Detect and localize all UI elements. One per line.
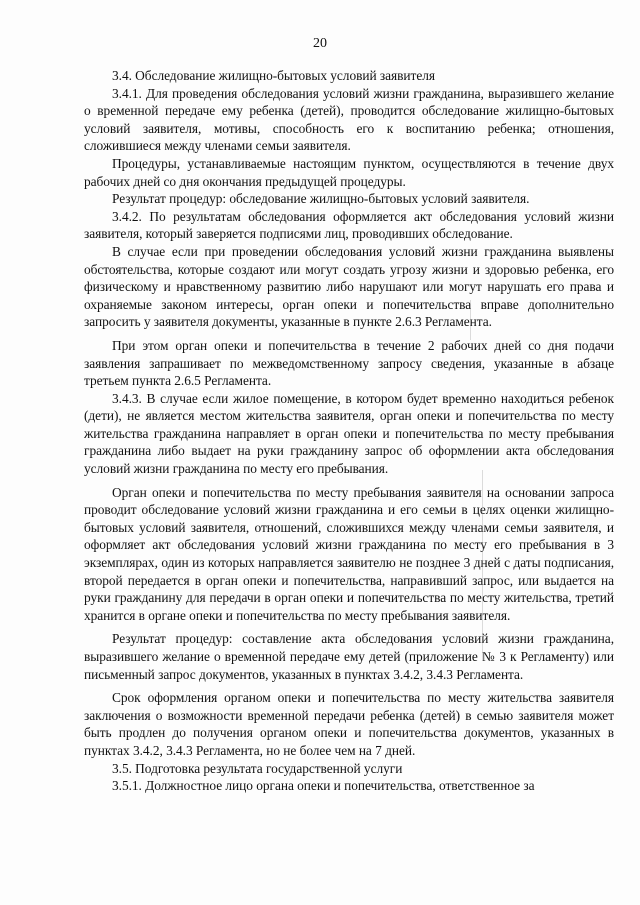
page-number: 20 [313,36,327,51]
section-heading-3-5: 3.5. Подготовка результата государственной услуги [112,760,403,776]
paragraph-3-4-3: 3.4.3. В случае если жилое помещение, в котором будет временно находиться ребенок (дети), не является местом жительства заявителя, орган опеки и попечительства по месту жительства гражданина направляет в орган опеки и попечительства по месту пребывания гражданина либо выдает на руки гражданину запрос об оформлении акта обследования условий жизни гражданина по месту его пребывания. [84,390,614,477]
paragraph-residence-inspection: Орган опеки и попечительства по месту пребывания заявителя на основании запроса проводит обследование условий жизни гражданина и его семьи в целях оценки жилищно-бытовых условий заявителя, отношений, сложившихся между членами семьи заявителя, и оформляет акт обследования условий жизни гражданина по месту его пребывания в 3 экземплярах, один из которых направляется заявителю не позднее 3 дней с даты подписания, второй передается в орган опеки и попечительства, направивший запрос, или выдается на руки гражданину для передачи в орган опеки и попечительства по месту жительства, третий хранится в органе опеки и попечительства по месту пребывания заявителя. [84,484,614,623]
paragraph-procedure-result: Результат процедур: обследование жилищно-бытовых условий заявителя. [112,191,530,207]
document-body [84,67,614,795]
paragraph-procedures-term: Процедуры, устанавливаемые настоящим пунктом, осуществляются в течение двух рабочих дней со дня окончания предыдущей процедуры. [84,155,614,189]
paragraph-interagency-request: При этом орган опеки и попечительства в течение 2 рабочих дней со дня подачи заявления запрашивает по межведомственному запросу сведения, указанные в абзаце третьем пункта 2.6.5 Регламента. [84,337,614,389]
paragraph-3-4-1: 3.4.1. Для проведения обследования условий жизни гражданина, выразившего желание о временной передаче ему ребенка (детей), проводится обследование жилищно-бытовых условий заявителя, мотивы, способность его к воспитанию ребенка; отношения, сложившиеся между членами семьи заявителя. [84,85,614,154]
paragraph-extension-term: Срок оформления органом опеки и попечительства по месту жительства заявителя заключения о возможности временной передачи ребенка (детей) в семью заявителя может быть продлен до получения органом опеки и попечительства документов, указанных в пунктах 3.4.2, 3.4.3 Регламента, но не более чем на 7 дней. [84,690,614,758]
scan-artifact [482,470,483,660]
paragraph-3-5-1: 3.5.1. Должностное лицо органа опеки и попечительства, ответственное за [112,778,535,794]
paragraph-3-4-2: 3.4.2. По результатам обследования оформляется акт обследования условий жизни заявителя, который заверяется подписями лиц, проводивших обследование. [84,208,614,242]
paragraph-inspection-result: Результат процедур: составление акта обследования условий жизни гражданина, выразившего желание о временной передаче ему детей (приложение № 3 к Регламенту) или письменный запрос документов, указанных в пунктах 3.4.2, 3.4.3 Регламента. [84,631,614,682]
paragraph-threat-case: В случае если при проведении обследования условий жизни гражданина выявлены обстоятельства, которые создают или могут создать угрозу жизни и здоровью ребенка, его физическому и нравственному развитию либо нарушают или могут нарушать его права и охраняемые законом интересы, орган опеки и попечительства вправе дополнительно запросить у заявителя документы, указанные в пункте 2.6.3 Регламента. [84,243,614,330]
section-heading-3-4: 3.4. Обследование жилищно-бытовых условий заявителя [112,68,435,83]
scan-artifact [470,300,471,340]
